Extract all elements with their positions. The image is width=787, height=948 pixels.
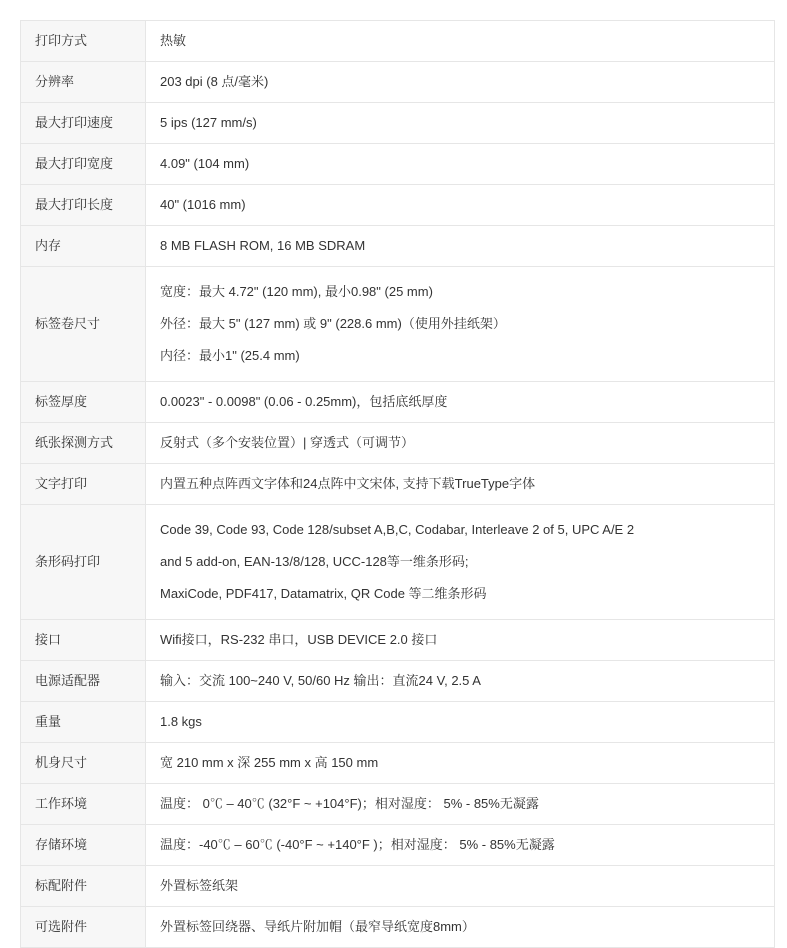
spec-value [146,743,775,784]
spec-value-line: 203 dpi (8 点/毫米) [160,74,269,89]
table-row [21,62,775,103]
spec-label: 文字打印 [21,464,146,505]
specification-table-body [21,21,775,948]
table-row [21,702,775,743]
spec-value [146,185,775,226]
spec-value [146,907,775,948]
spec-value [146,267,775,382]
table-row [21,21,775,62]
spec-value-line: 8 MB FLASH ROM, 16 MB SDRAM [160,238,366,253]
spec-value-line: 热敏 [160,33,187,48]
spec-value [146,144,775,185]
spec-value-line: 外径：最大 5" (127 mm) 或 9" (228.6 mm)（使用外挂纸架） [160,316,506,331]
spec-label: 重量 [21,702,146,743]
spec-label: 最大打印速度 [21,103,146,144]
table-row [21,661,775,702]
spec-value [146,423,775,464]
spec-label: 可选附件 [21,907,146,948]
spec-value [146,62,775,103]
spec-value-line: 反射式（多个安装位置）| 穿透式（可调节） [160,435,414,450]
specification-table [20,20,775,948]
spec-value [146,866,775,907]
spec-label: 接口 [21,620,146,661]
spec-value-line: 外置标签纸架 [160,878,239,893]
table-row [21,866,775,907]
spec-value-line: 1.8 kgs [160,714,202,729]
spec-label: 纸张探测方式 [21,423,146,464]
spec-label: 工作环境 [21,784,146,825]
table-row [21,103,775,144]
spec-value [146,464,775,505]
spec-value-line: 外置标签回绕器、导纸片附加帽（最窄导纸宽度8mm） [160,919,475,934]
spec-value-line: 内径：最小1" (25.4 mm) [160,348,300,363]
spec-label: 最大打印长度 [21,185,146,226]
table-row [21,464,775,505]
spec-value [146,702,775,743]
spec-label: 标签卷尺寸 [21,267,146,382]
spec-value [146,21,775,62]
table-row [21,185,775,226]
spec-label: 存储环境 [21,825,146,866]
spec-value [146,103,775,144]
spec-value-line: Wifi接口，RS-232 串口，USB DEVICE 2.0 接口 [160,632,438,647]
spec-label: 标签厚度 [21,382,146,423]
table-row [21,423,775,464]
table-row [21,226,775,267]
spec-value-line: 温度： 0℃ – 40℃ (32°F ~ +104°F)；相对湿度： 5% - 85%无凝露 [160,796,539,811]
spec-value [146,825,775,866]
spec-value [146,620,775,661]
spec-value-line: 0.0023" - 0.0098" (0.06 - 0.25mm)，包括底纸厚度 [160,394,448,409]
spec-label: 分辨率 [21,62,146,103]
spec-value [146,226,775,267]
spec-label: 标配附件 [21,866,146,907]
table-row [21,267,775,382]
spec-label: 最大打印宽度 [21,144,146,185]
table-row [21,382,775,423]
spec-value-line: 宽度：最大 4.72" (120 mm), 最小0.98" (25 mm) [160,284,433,299]
spec-value-line: 5 ips (127 mm/s) [160,115,257,130]
spec-label: 条形码打印 [21,505,146,620]
table-row [21,505,775,620]
spec-label: 电源适配器 [21,661,146,702]
table-row [21,784,775,825]
spec-label: 内存 [21,226,146,267]
table-row [21,743,775,784]
spec-value-line: 内置五种点阵西文字体和24点阵中文宋体, 支持下载TrueType字体 [160,476,536,491]
table-row [21,907,775,948]
spec-label: 打印方式 [21,21,146,62]
spec-value [146,661,775,702]
spec-value-line: 4.09" (104 mm) [160,156,250,171]
spec-value [146,505,775,620]
table-row [21,825,775,866]
table-row [21,144,775,185]
spec-label: 机身尺寸 [21,743,146,784]
spec-value-line: 输入：交流 100~240 V, 50/60 Hz 输出：直流24 V, 2.5 A [160,673,481,688]
spec-value-line: 40" (1016 mm) [160,197,246,212]
table-row [21,620,775,661]
spec-value [146,784,775,825]
spec-value-line: MaxiCode, PDF417, Datamatrix, QR Code 等二维条形码 [160,586,487,601]
spec-value-line: and 5 add-on, EAN-13/8/128, UCC-128等一维条形码; [160,554,469,569]
spec-value-line: 宽 210 mm x 深 255 mm x 高 150 mm [160,755,379,770]
spec-value-line: Code 39, Code 93, Code 128/subset A,B,C, Codabar, Interleave 2 of 5, UPC A/E 2 [160,522,635,537]
spec-value [146,382,775,423]
spec-value-line: 温度：-40℃ – 60℃ (-40°F ~ +140°F )；相对湿度： 5% - 85%无凝露 [160,837,555,852]
